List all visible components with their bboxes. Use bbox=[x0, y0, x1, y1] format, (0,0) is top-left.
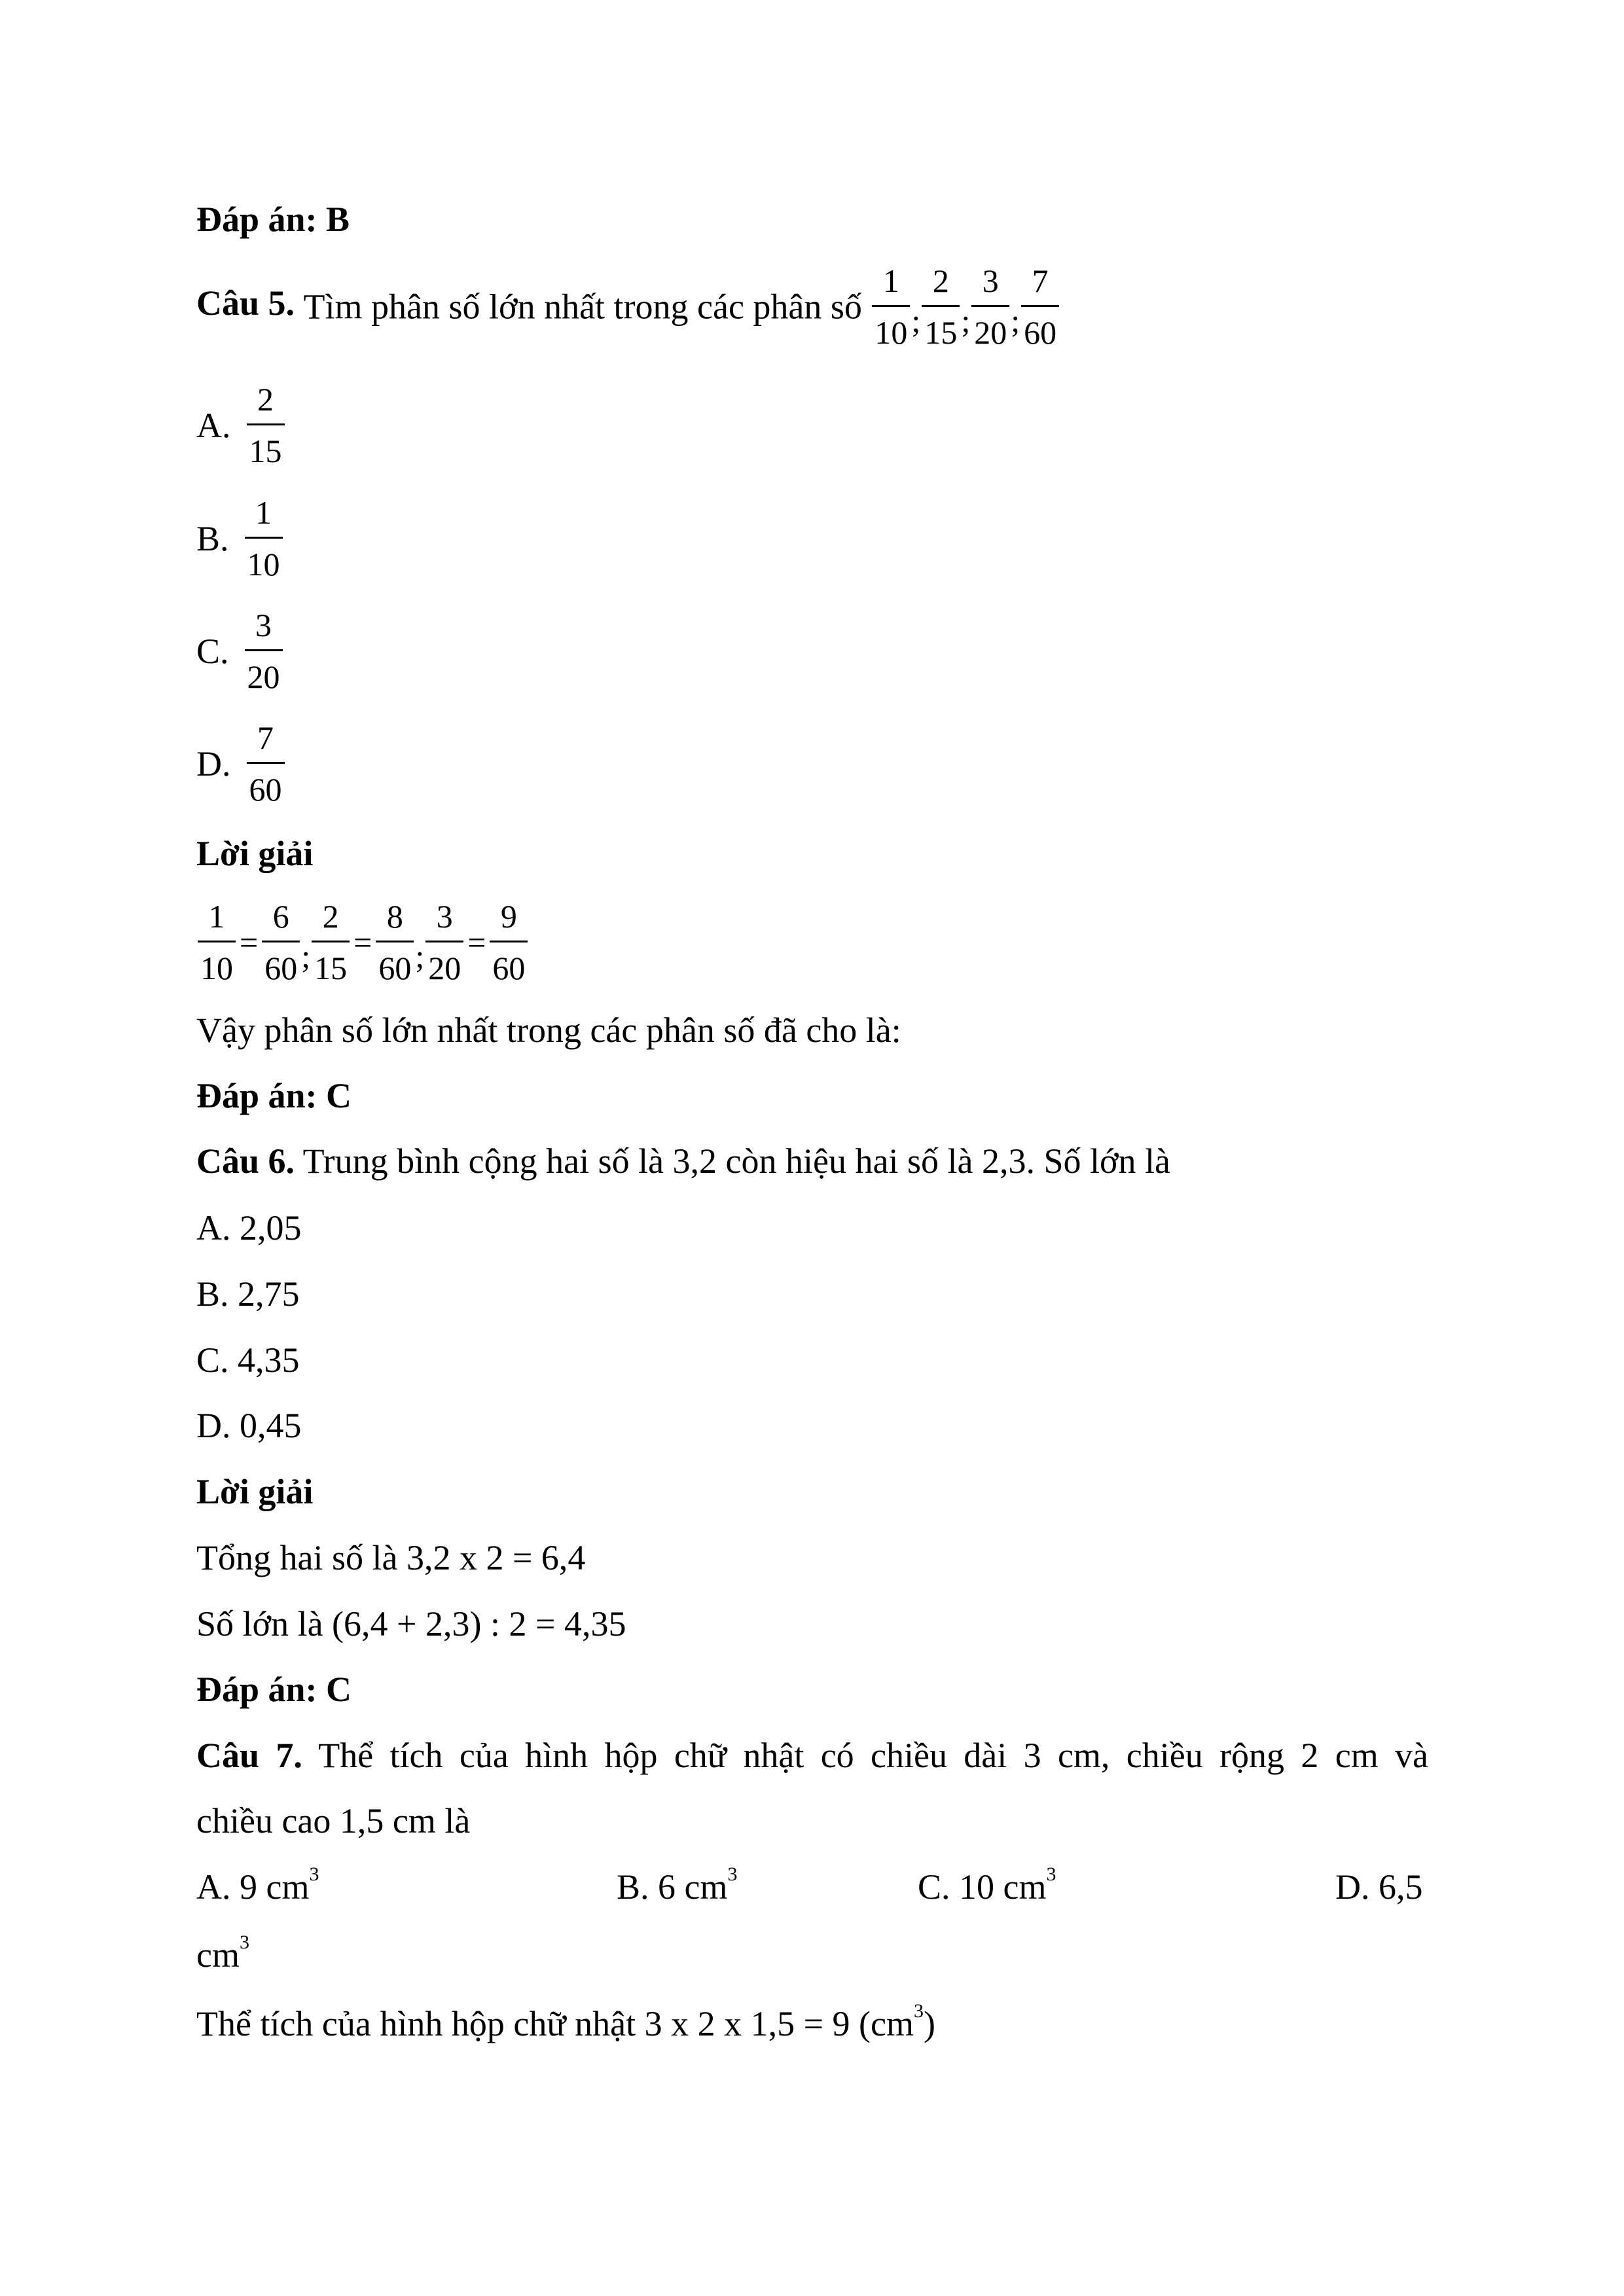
q5-solution-equation: $\frac{1}{10}$ = $\frac{6}{60}$ ; $\frac{2}{15}$ = $\frac{8}{60}$ ; $\frac{3}{20}$ = $\frac{9}{60}$ bbox=[196, 900, 529, 984]
q6-solution-line-2: Số lớn là (6,4 + 2,3) : 2 = 4,35 bbox=[196, 1604, 626, 1643]
q6-option-a: A. 2,05 bbox=[196, 1208, 302, 1247]
q7-option-b: B. 6 $cm^3$ bbox=[617, 1863, 738, 1907]
q5-frac-4: $\frac{7}{60}$ bbox=[1021, 264, 1059, 349]
q6-solution-line-1: Tổng hai số là 3,2 x 2 = 6,4 bbox=[196, 1538, 586, 1577]
q5-text: Tìm phân số lớn nhất trong các phân số bbox=[303, 287, 862, 327]
answer-prev: Đáp án: B bbox=[196, 200, 350, 239]
q7-text-line-2: chiều cao 1,5 cm là bbox=[196, 1801, 471, 1840]
q7-solution: Thể tích của hình hộp chữ nhật 3 x 2 x 1,5 = 9 $(cm^3)$ bbox=[196, 2000, 935, 2043]
q5-label: Câu 5. bbox=[196, 283, 295, 323]
q5-option-a: A. $\frac{2}{15}$ bbox=[196, 383, 286, 467]
q5-option-d: D. $\frac{7}{60}$ bbox=[196, 721, 286, 806]
separator: ; bbox=[911, 302, 921, 339]
q6-answer: Đáp án: C bbox=[196, 1670, 352, 1709]
q6-option-c: C. 4,35 bbox=[196, 1340, 300, 1380]
separator: ; bbox=[961, 302, 971, 339]
q5-option-b: B. $\frac{1}{10}$ bbox=[196, 496, 284, 581]
q6-solution-heading: Lời giải bbox=[196, 1472, 314, 1511]
separator: ; bbox=[1011, 302, 1020, 339]
question-5 bbox=[196, 264, 1060, 349]
q5-frac-3: $\frac{3}{20}$ bbox=[971, 264, 1009, 349]
q5-solution-heading: Lời giải bbox=[196, 834, 314, 873]
q6-option-d: D. 0,45 bbox=[196, 1406, 302, 1445]
q7-option-d: D. 6,5 bbox=[1335, 1867, 1423, 1907]
q7-option-d-unit: $cm^3$ bbox=[196, 1931, 249, 1975]
q5-option-c: C. $\frac{3}{20}$ bbox=[196, 609, 284, 693]
question-7: Câu 7. Thể tích của hình hộp chữ nhật có chiều dài 3 cm, chiều rộng 2 cm và bbox=[196, 1736, 1429, 1775]
q5-conclusion: Vậy phân số lớn nhất trong các phân số đã cho là: bbox=[196, 1011, 901, 1050]
q5-frac-2: $\frac{2}{15}$ bbox=[922, 264, 960, 349]
q7-option-c: C. 10 $cm^3$ bbox=[918, 1863, 1056, 1907]
q5-answer: Đáp án: C bbox=[196, 1076, 352, 1115]
q5-frac-1: $\frac{1}{10}$ bbox=[872, 264, 910, 349]
question-6: Câu 6. Trung bình cộng hai số là 3,2 còn hiệu hai số là 2,3. Số lớn là bbox=[196, 1141, 1171, 1181]
q7-option-a: A. 9 $cm^3$ bbox=[196, 1863, 319, 1907]
q6-option-b: B. 2,75 bbox=[196, 1274, 300, 1314]
